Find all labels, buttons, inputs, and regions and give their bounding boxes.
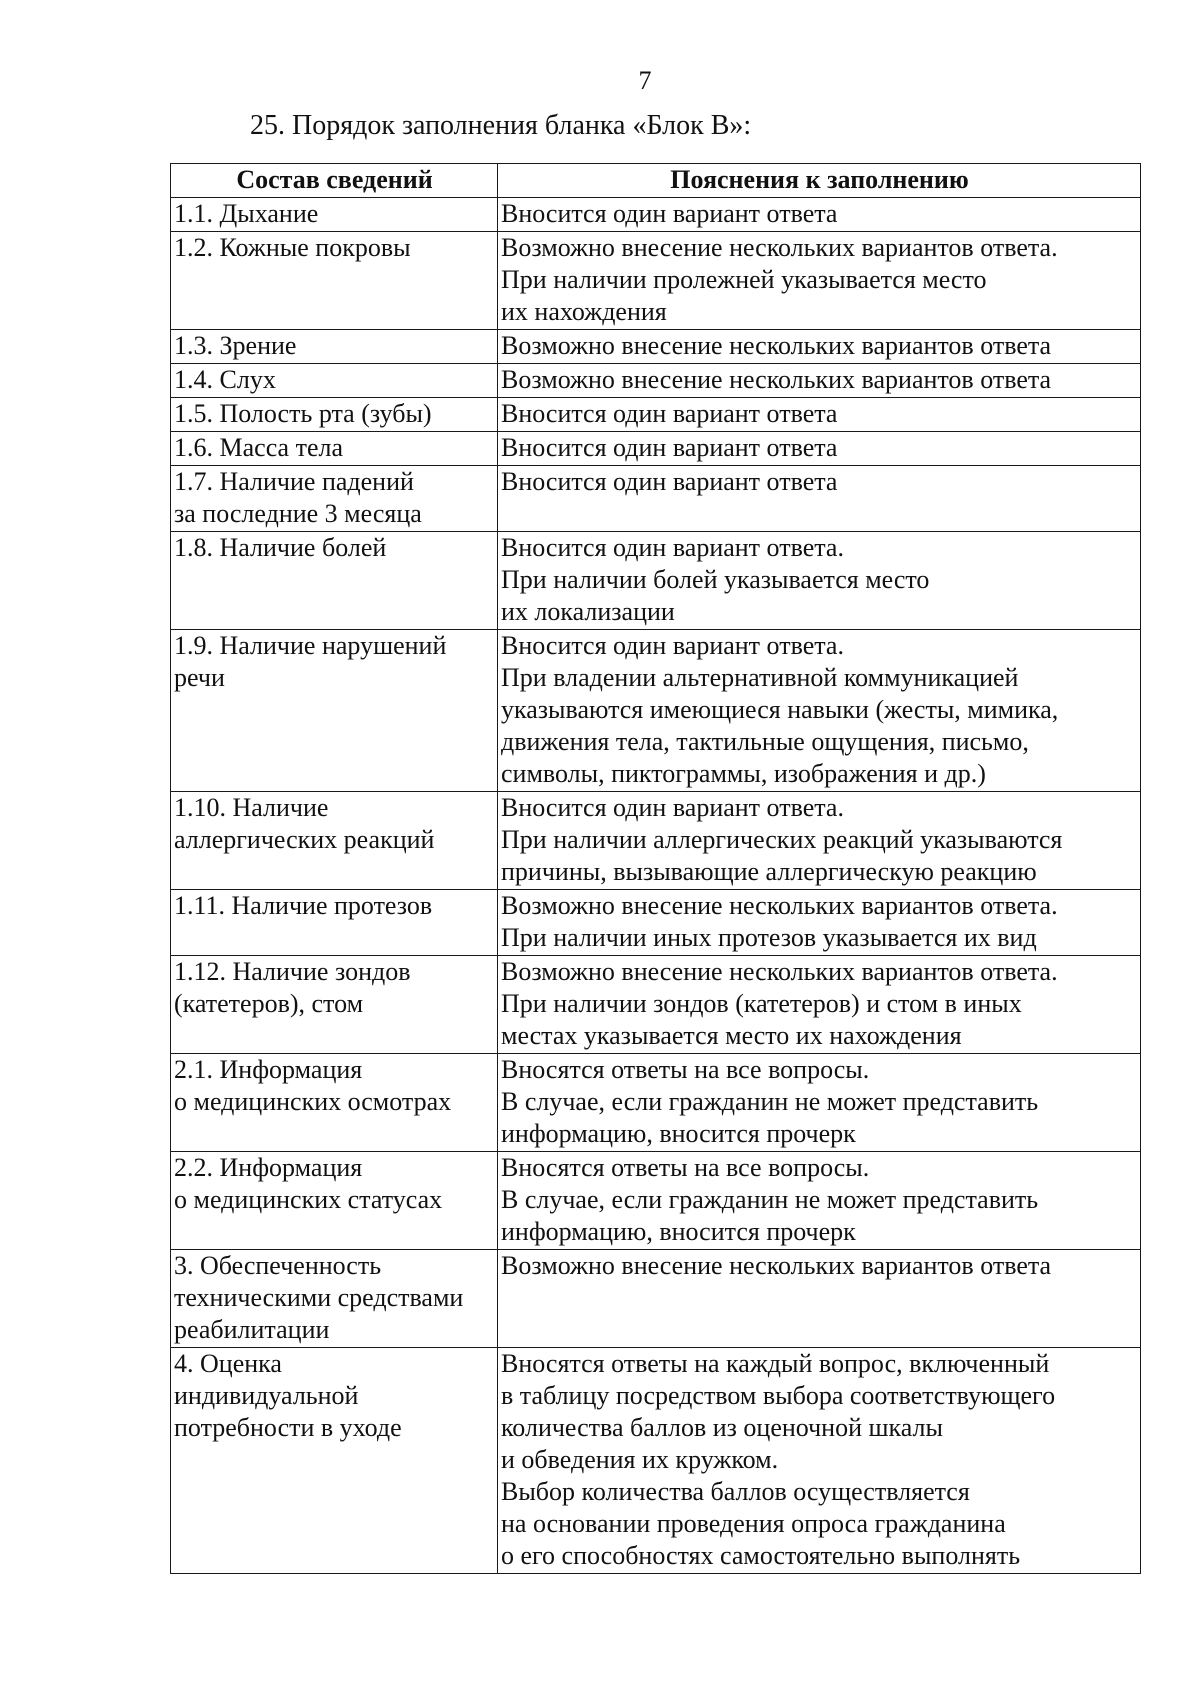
note-cell: Вносится один вариант ответа. При владении альтернативной коммуникацией указываются имеющиеся навыки (жесты, мимика, движения тела, тактильные ощущения, письмо, символы, пиктограммы, изображения и др.): [498, 630, 1141, 792]
table-row: [171, 630, 1141, 792]
table-header-row: [171, 164, 1141, 198]
item-cell: 2.1. Информация о медицинских осмотрах: [171, 1054, 498, 1152]
table-row: [171, 398, 1141, 432]
item-cell: 1.8. Наличие болей: [171, 532, 498, 630]
table-row: [171, 1152, 1141, 1250]
table-row: [171, 364, 1141, 398]
note-cell: Возможно внесение нескольких вариантов ответа: [498, 330, 1141, 364]
item-cell: 1.11. Наличие протезов: [171, 890, 498, 956]
table-row: [171, 792, 1141, 890]
item-cell: 1.7. Наличие падений за последние 3 месяца: [171, 466, 498, 532]
table-row: [171, 432, 1141, 466]
note-cell: Вносится один вариант ответа: [498, 198, 1141, 232]
table-row: [171, 1054, 1141, 1152]
table-row: [171, 532, 1141, 630]
page-number: 7: [638, 66, 652, 95]
note-cell: Вносится один вариант ответа: [498, 466, 1141, 532]
note-cell: Вносятся ответы на все вопросы. В случае, если гражданин не может представить информацию, вносится прочерк: [498, 1054, 1141, 1152]
column-header-items: Состав сведений: [171, 164, 498, 198]
note-cell: Вносится один вариант ответа: [498, 398, 1141, 432]
item-cell: 1.4. Слух: [171, 364, 498, 398]
note-cell: Возможно внесение нескольких вариантов ответа. При наличии иных протезов указывается их вид: [498, 890, 1141, 956]
section-title: 25. Порядок заполнения бланка «Блок В»:: [250, 110, 752, 141]
table-row: [171, 956, 1141, 1054]
column-header-notes: Пояснения к заполнению: [498, 164, 1141, 198]
note-cell: Вносится один вариант ответа. При наличии аллергических реакций указываются причины, вызывающие аллергическую реакцию: [498, 792, 1141, 890]
note-cell: Возможно внесение нескольких вариантов ответа. При наличии зондов (катетеров) и стом в иных местах указывается место их нахождения: [498, 956, 1141, 1054]
note-cell: Вносятся ответы на каждый вопрос, включенный в таблицу посредством выбора соответствующего количества баллов из оценочной шкалы и обведения их кружком. Выбор количества баллов осуществляется на основании проведения опроса гражданина о его способностях самостоятельно выполнять: [498, 1348, 1141, 1574]
table-row: [171, 890, 1141, 956]
item-cell: 1.12. Наличие зондов (катетеров), стом: [171, 956, 498, 1054]
table-row: [171, 1250, 1141, 1348]
item-cell: 4. Оценка индивидуальной потребности в уходе: [171, 1348, 498, 1574]
note-cell: Возможно внесение нескольких вариантов ответа: [498, 1250, 1141, 1348]
table-row: [171, 330, 1141, 364]
item-cell: 1.1. Дыхание: [171, 198, 498, 232]
item-cell: 1.9. Наличие нарушений речи: [171, 630, 498, 792]
item-cell: 3. Обеспеченность техническими средствами реабилитации: [171, 1250, 498, 1348]
instructions-table: [170, 163, 1141, 1574]
note-cell: Вносится один вариант ответа. При наличии болей указывается место их локализации: [498, 532, 1141, 630]
item-cell: 1.6. Масса тела: [171, 432, 498, 466]
note-cell: Возможно внесение нескольких вариантов ответа. При наличии пролежней указывается место их нахождения: [498, 232, 1141, 330]
table-row: [171, 1348, 1141, 1574]
table-row: [171, 232, 1141, 330]
note-cell: Возможно внесение нескольких вариантов ответа: [498, 364, 1141, 398]
item-cell: 1.3. Зрение: [171, 330, 498, 364]
table-row: [171, 198, 1141, 232]
item-cell: 1.5. Полость рта (зубы): [171, 398, 498, 432]
item-cell: 1.10. Наличие аллергических реакций: [171, 792, 498, 890]
table-row: [171, 466, 1141, 532]
item-cell: 1.2. Кожные покровы: [171, 232, 498, 330]
item-cell: 2.2. Информация о медицинских статусах: [171, 1152, 498, 1250]
note-cell: Вносятся ответы на все вопросы. В случае, если гражданин не может представить информацию, вносится прочерк: [498, 1152, 1141, 1250]
note-cell: Вносится один вариант ответа: [498, 432, 1141, 466]
